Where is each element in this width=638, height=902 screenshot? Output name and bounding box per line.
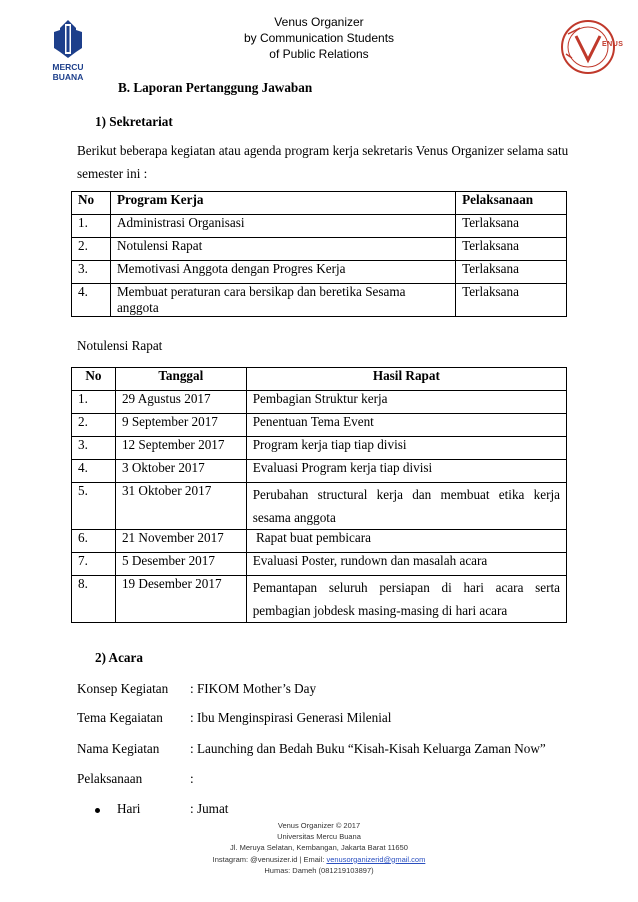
notulensi-label: Notulensi Rapat xyxy=(77,338,163,353)
konsep-value: : FIKOM Mother’s Day xyxy=(190,681,317,696)
cell-no: 2. xyxy=(72,414,116,437)
cell-result: Evaluasi Poster, rundown dan masalah acara xyxy=(246,553,566,576)
cell-result: Evaluasi Program kerja tiap divisi xyxy=(246,460,566,483)
header-line-1: Venus Organizer xyxy=(274,15,364,29)
cell-no: 2. xyxy=(72,238,111,261)
cell-no: 7. xyxy=(72,553,116,576)
table-row xyxy=(72,284,567,317)
venus-logo xyxy=(558,14,624,80)
cell-no: 1. xyxy=(72,215,111,238)
table-row xyxy=(72,261,567,284)
cell-program: Memotivasi Anggota dengan Progres Kerja xyxy=(110,261,455,284)
cell-date: 21 November 2017 xyxy=(115,530,246,553)
header-line-2: by Communication Students xyxy=(243,31,395,45)
cell-date: 31 Oktober 2017 xyxy=(115,483,246,530)
nama-value: : Launching dan Bedah Buku “Kisah-Kisah Keluarga Zaman Now” xyxy=(190,741,546,756)
cell-no: 3. xyxy=(72,437,116,460)
table-row xyxy=(72,460,567,483)
intro-line-2: semester ini : xyxy=(77,166,148,181)
cell-date: 5 Desember 2017 xyxy=(115,553,246,576)
cell-no: 4. xyxy=(72,460,116,483)
cell-result: Pembagian Struktur kerja xyxy=(246,391,566,414)
konsep-label: Konsep Kegiatan xyxy=(77,681,169,696)
nama-label: Nama Kegiatan xyxy=(77,741,160,756)
cell-no: 3. xyxy=(72,261,111,284)
footer-email-link[interactable]: venusorganizerid@gmail.com xyxy=(326,854,426,864)
footer-contact-prefix: Instagram: @venusizer.id | Email: xyxy=(212,854,327,864)
table-row xyxy=(72,483,567,530)
table-row xyxy=(72,414,567,437)
cell-date: 29 Agustus 2017 xyxy=(115,391,246,414)
letterhead xyxy=(0,14,638,62)
pelaksanaan-value: : xyxy=(190,771,194,786)
cell-no: 8. xyxy=(72,576,116,623)
footer-line-5: Humas: Dameh (081219103897) xyxy=(264,865,374,875)
cell-program: Membuat peraturan cara bersikap dan beretika Sesama anggota xyxy=(110,284,455,317)
tema-label: Tema Kegaiatan xyxy=(77,710,163,725)
cell-status: Terlaksana xyxy=(456,284,567,317)
cell-status: Terlaksana xyxy=(456,261,567,284)
cell-no: 1. xyxy=(72,391,116,414)
table-row xyxy=(72,437,567,460)
hari-label: Hari xyxy=(117,801,141,816)
table-row xyxy=(72,391,567,414)
table-row xyxy=(72,215,567,238)
page-footer xyxy=(0,820,638,876)
cell-date: 19 Desember 2017 xyxy=(115,576,246,623)
table-row xyxy=(72,553,567,576)
header-line-3: of Public Relations xyxy=(269,47,369,61)
cell-date: 9 September 2017 xyxy=(115,414,246,437)
hari-value: : Jumat xyxy=(190,801,229,816)
cell-result: Program kerja tiap tiap divisi xyxy=(246,437,566,460)
cell-status: Terlaksana xyxy=(456,215,567,238)
table-row xyxy=(72,576,567,623)
col-header-pelaksanaan: Pelaksanaan xyxy=(456,192,567,215)
cell-no: 4. xyxy=(72,284,111,317)
footer-line-3: Jl. Meruya Selatan, Kembangan, Jakarta Barat 11650 xyxy=(230,843,408,853)
tema-value: : Ibu Menginspirasi Generasi Milenial xyxy=(190,710,392,725)
table-header-row xyxy=(72,368,567,391)
col-header-no: No xyxy=(72,368,116,391)
section-heading: B. Laporan Pertanggung Jawaban xyxy=(118,80,313,95)
notulensi-table xyxy=(71,367,567,623)
cell-program: Administrasi Organisasi xyxy=(110,215,455,238)
footer-line-2: Universitas Mercu Buana xyxy=(277,832,361,842)
table-row xyxy=(72,530,567,553)
cell-no: 6. xyxy=(72,530,116,553)
cell-program: Notulensi Rapat xyxy=(110,238,455,261)
subsection-acara: 2) Acara xyxy=(95,650,143,665)
col-header-tanggal: Tanggal xyxy=(115,368,246,391)
cell-result: Rapat buat pembicara xyxy=(246,530,566,553)
col-header-no: No xyxy=(72,192,111,215)
cell-status: Terlaksana xyxy=(456,238,567,261)
bullet-icon xyxy=(95,808,100,813)
cell-date: 3 Oktober 2017 xyxy=(115,460,246,483)
cell-no: 5. xyxy=(72,483,116,530)
cell-result: Perubahan structural kerja dan membuat etika kerja sesama anggota xyxy=(246,483,566,530)
cell-result: Pemantapan seluruh persiapan di hari acara serta pembagian jobdesk masing-masing di hari acara xyxy=(246,576,566,623)
table-row xyxy=(72,238,567,261)
col-header-program: Program Kerja xyxy=(110,192,455,215)
program-kerja-table xyxy=(71,191,567,317)
cell-date: 12 September 2017 xyxy=(115,437,246,460)
table-header-row xyxy=(72,192,567,215)
col-header-hasil: Hasil Rapat xyxy=(246,368,566,391)
footer-line-4 xyxy=(0,854,638,865)
intro-line-1: Berikut beberapa kegiatan atau agenda program kerja sekretaris Venus Organizer selama satu xyxy=(77,143,569,158)
mercu-buana-wordmark: MERCU BUANA xyxy=(52,62,84,82)
venus-wordmark: ENUS xyxy=(602,41,624,48)
pelaksanaan-label: Pelaksanaan xyxy=(77,771,143,786)
cell-result: Penentuan Tema Event xyxy=(246,414,566,437)
subsection-sekretariat: 1) Sekretariat xyxy=(95,114,173,129)
footer-line-1: Venus Organizer © 2017 xyxy=(277,821,361,830)
